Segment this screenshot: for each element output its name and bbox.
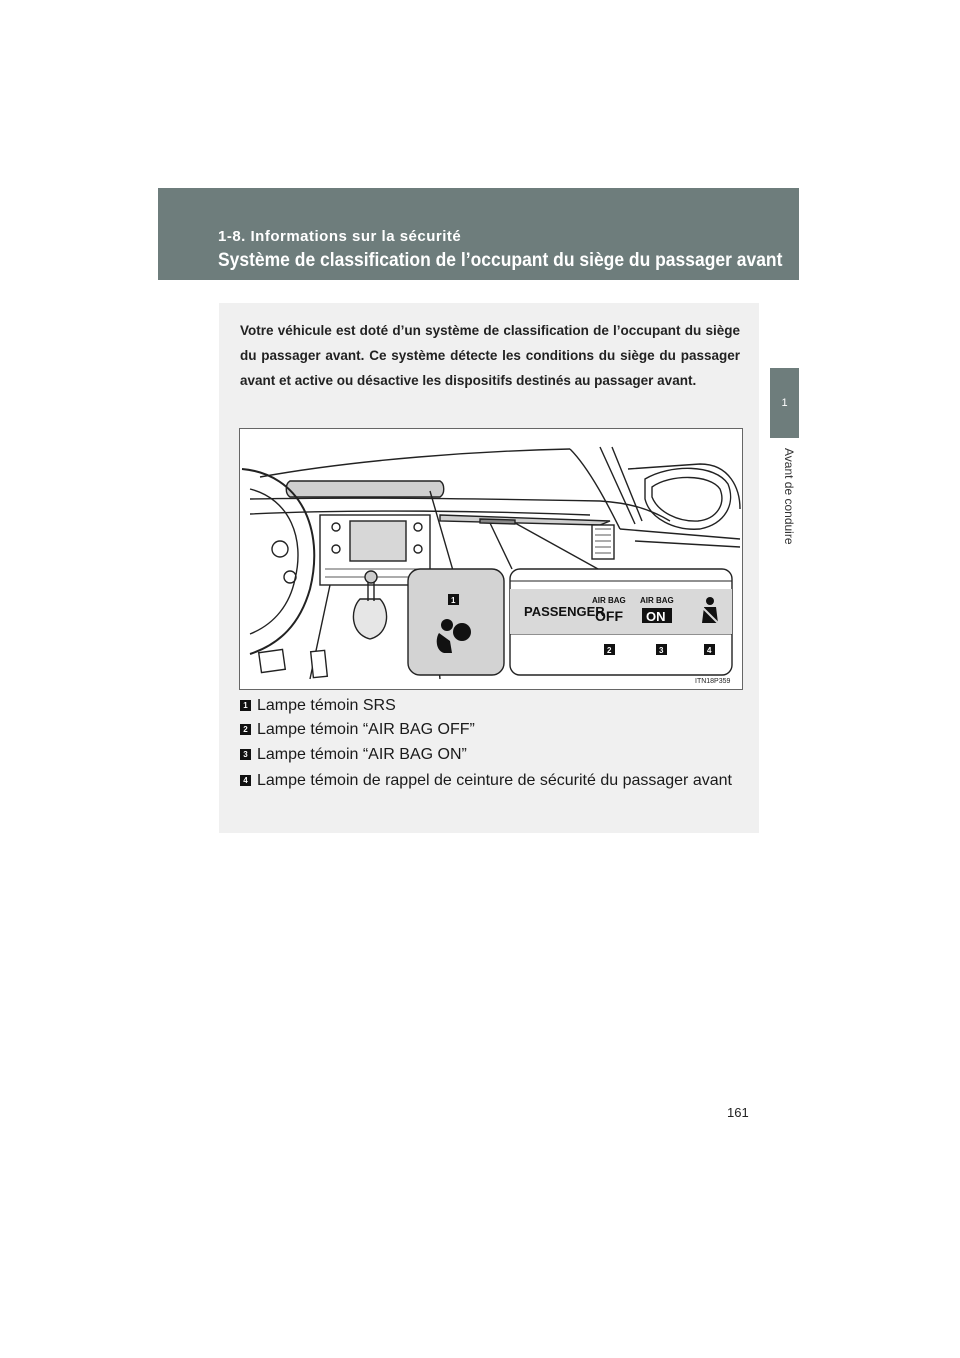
dashboard-drawing bbox=[240, 429, 742, 689]
legend-number-badge: 4 bbox=[240, 775, 251, 786]
svg-text:3: 3 bbox=[659, 646, 664, 655]
chapter-label: Avant de conduire bbox=[782, 448, 796, 545]
legend-text: Lampe témoin “AIR BAG OFF” bbox=[257, 721, 475, 738]
legend-item bbox=[240, 743, 740, 767]
passenger-label: PASSENGER bbox=[524, 604, 605, 619]
dashboard-illustration bbox=[239, 428, 743, 690]
srs-callout-panel bbox=[408, 569, 504, 675]
legend-item bbox=[240, 769, 740, 793]
legend-text: Lampe témoin “AIR BAG ON” bbox=[257, 746, 467, 763]
section-label: 1-8. Informations sur la sécurité bbox=[218, 228, 462, 245]
legend-number-badge: 2 bbox=[240, 724, 251, 735]
legend-number-badge: 3 bbox=[240, 749, 251, 760]
figure-code: ITN18P359 bbox=[695, 678, 731, 685]
svg-text:2: 2 bbox=[607, 646, 612, 655]
legend-text: Lampe témoin SRS bbox=[257, 697, 396, 714]
legend-text: Lampe témoin de rappel de ceinture de sécurité du passager avant bbox=[257, 772, 732, 789]
chapter-tab[interactable] bbox=[770, 368, 799, 438]
svg-text:1: 1 bbox=[451, 596, 456, 605]
page-title: Système de classification de l’occupant du siège du passager avant bbox=[218, 250, 783, 271]
airbag-off-label: OFF bbox=[595, 608, 623, 624]
page-number: 161 bbox=[727, 1105, 749, 1120]
legend-number-badge: 1 bbox=[240, 700, 251, 711]
legend-item bbox=[240, 718, 740, 742]
airbag-off-caption: AIR BAG bbox=[592, 596, 626, 605]
airbag-on-caption: AIR BAG bbox=[640, 596, 674, 605]
airbag-on-label: ON bbox=[646, 609, 666, 624]
intro-paragraph: Votre véhicule est doté d’un système de classification de l’occupant du siège du passager avant. Ce système détecte les conditions du siège du passager avant et active ou désactive les dispositifs destinés au passager avant. bbox=[240, 323, 740, 388]
chapter-number: 1 bbox=[781, 397, 788, 409]
svg-text:4: 4 bbox=[707, 646, 712, 655]
legend-item bbox=[240, 694, 740, 718]
